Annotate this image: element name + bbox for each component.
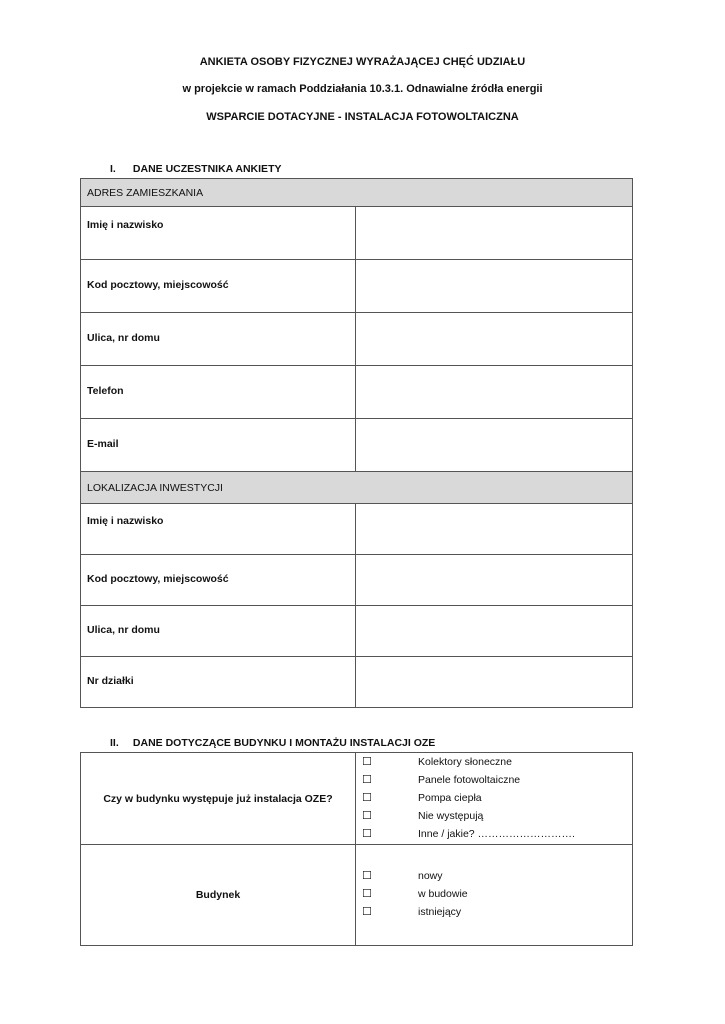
field-label: Kod pocztowy, miejscowość: [87, 573, 229, 585]
address-street-field[interactable]: [356, 313, 633, 366]
option-under-construction[interactable]: [356, 885, 632, 903]
table-row: [81, 845, 633, 946]
table-row: [81, 366, 633, 419]
field-label: Ulica, nr domu: [87, 624, 160, 636]
location-street-field[interactable]: [356, 606, 633, 657]
section-2-heading: [110, 736, 435, 750]
field-label: Imię i nazwisko: [87, 515, 164, 527]
section-2-title: DANE DOTYCZĄCE BUDYNKU I MONTAŻU INSTALACJI OZE: [132, 737, 436, 749]
option-label: nowy: [418, 870, 443, 882]
address-email-field[interactable]: [356, 419, 633, 472]
checkbox-icon[interactable]: ☐: [362, 755, 372, 768]
section-1-number: I.: [110, 163, 116, 175]
location-header: LOKALIZACJA INWESTYCJI: [81, 472, 633, 504]
checkbox-icon[interactable]: ☐: [362, 791, 372, 804]
option-heat-pump[interactable]: [356, 789, 632, 807]
building-label: Budynek: [81, 845, 356, 946]
option-none[interactable]: [356, 807, 632, 825]
section-2-number: II.: [110, 737, 119, 749]
table-row: [81, 313, 633, 366]
option-solar-collectors[interactable]: [356, 753, 632, 771]
location-name-field[interactable]: [356, 504, 633, 555]
option-label: Inne / jakie? ……………………….: [418, 828, 575, 840]
location-plot-number-field[interactable]: [356, 657, 633, 708]
option-label: Pompa ciepła: [418, 792, 482, 804]
option-label: w budowie: [418, 888, 468, 900]
option-label: Kolektory słoneczne: [418, 756, 512, 768]
checkbox-icon[interactable]: ☐: [362, 809, 372, 822]
section-1-heading: [110, 162, 281, 176]
option-new[interactable]: [356, 867, 632, 885]
field-label: Nr działki: [87, 675, 134, 687]
table-row: [81, 555, 633, 606]
building-table: [80, 752, 633, 946]
field-label: Ulica, nr domu: [87, 332, 160, 344]
address-phone-field[interactable]: [356, 366, 633, 419]
checkbox-icon[interactable]: ☐: [362, 827, 372, 840]
field-label: Telefon: [87, 385, 124, 397]
location-postal-city-field[interactable]: [356, 555, 633, 606]
building-options: [356, 845, 633, 946]
section-1-title: DANE UCZESTNIKA ANKIETY: [132, 163, 282, 175]
form-subtitle: w projekcie w ramach Poddziałania 10.3.1. Odnawialne źródła energii: [182, 83, 543, 95]
table-row: [81, 260, 633, 313]
table-row: [81, 606, 633, 657]
table-row: [81, 207, 633, 260]
table-row: [81, 657, 633, 708]
address-name-field[interactable]: [356, 207, 633, 260]
oze-question-label: Czy w budynku występuje już instalacja OZE?: [81, 753, 356, 845]
option-label: istniejący: [418, 906, 462, 918]
checkbox-icon[interactable]: ☐: [362, 773, 372, 786]
form-program-title: WSPARCIE DOTACYJNE - INSTALACJA FOTOWOLTAICZNA: [206, 111, 519, 123]
form-title: ANKIETA OSOBY FIZYCZNEJ WYRAŻAJĄCEJ CHĘĆ UDZIAŁU: [199, 56, 526, 68]
address-header: ADRES ZAMIESZKANIA: [81, 179, 633, 207]
option-other[interactable]: [356, 825, 632, 843]
option-pv-panels[interactable]: [356, 771, 632, 789]
checkbox-icon[interactable]: ☐: [362, 869, 372, 882]
table-row: [81, 753, 633, 845]
oze-options: [356, 753, 633, 845]
field-label: E-mail: [87, 438, 119, 450]
checkbox-icon[interactable]: ☐: [362, 887, 372, 900]
address-postal-city-field[interactable]: [356, 260, 633, 313]
table-row: [81, 504, 633, 555]
field-label: Imię i nazwisko: [87, 219, 164, 231]
checkbox-icon[interactable]: ☐: [362, 905, 372, 918]
option-existing[interactable]: [356, 903, 632, 921]
option-label: Panele fotowoltaiczne: [418, 774, 521, 786]
table-row: [81, 419, 633, 472]
option-label: Nie występują: [418, 810, 484, 822]
field-label: Kod pocztowy, miejscowość: [87, 279, 229, 291]
participant-table: [80, 178, 633, 708]
